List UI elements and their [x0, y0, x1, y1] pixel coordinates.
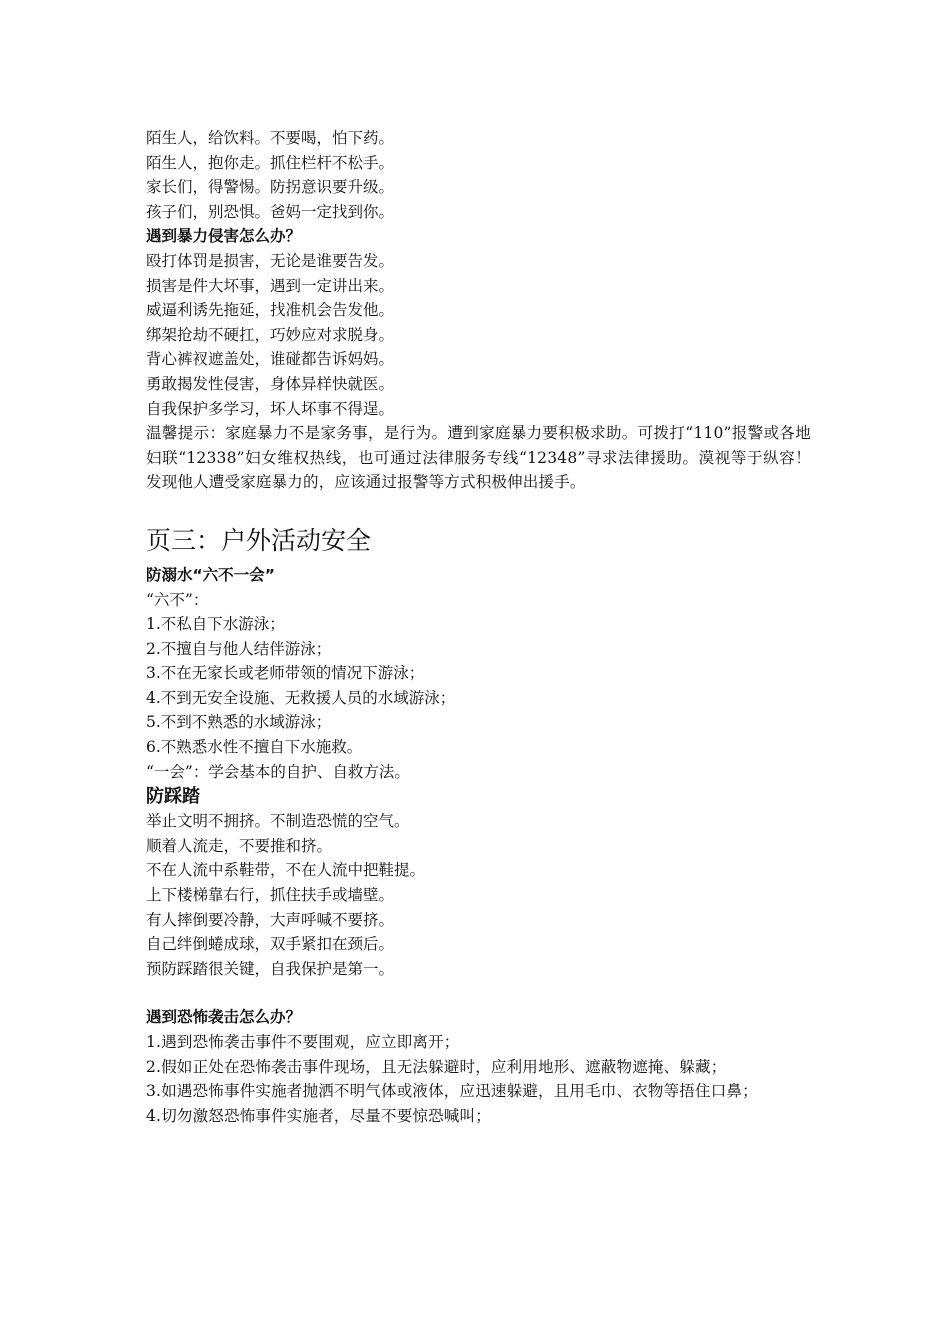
terror-item: 1.遇到恐怖袭击事件不要围观，应立即离开； — [146, 1033, 460, 1051]
violence-line: 背心裤衩遮盖处，谁碰都告诉妈妈。 — [146, 350, 395, 369]
terror-section — [146, 1005, 811, 1128]
document-page — [146, 126, 811, 1128]
terror-heading: 遇到恐怖袭击怎么办？ — [146, 1008, 302, 1027]
stampede-line: 预防踩踏很关键，自我保护是第一。 — [146, 959, 395, 978]
drowning-line: 5.不到不熟悉的水域游泳； — [146, 713, 332, 732]
violence-line: 殴打体罚是损害，无论是谁要告发。 — [146, 251, 395, 270]
stampede-line: 上下楼梯靠右行，抓住扶手或墙壁。 — [146, 886, 395, 905]
violence-line: 勇敢揭发性侵害，身体异样快就医。 — [146, 374, 395, 393]
drowning-section — [146, 563, 811, 784]
drowning-line: 6.不熟悉水性不擅自下水施救。 — [146, 738, 363, 757]
stampede-section — [146, 784, 811, 981]
drowning-line: “六不”： — [146, 590, 209, 609]
spacer — [146, 981, 811, 1005]
stampede-heading: 防踩踏 — [146, 786, 200, 808]
terror-item: 3.如遇恐怖事件实施者抛洒不明气体或液体，应迅速躲避，且用毛巾、衣物等捂住口鼻； — [146, 1082, 758, 1101]
terror-item: 2.假如正处在恐怖袭击事件现场，且无法躲避时，应利用地形、遮蔽物遮掩、躲藏； — [146, 1057, 727, 1076]
stampede-line: 顺着人流走，不要推和挤。 — [146, 836, 333, 855]
drowning-line: 1.不私自下水游泳； — [146, 615, 285, 634]
rhyme-line: 陌生人，给饮料。不要喝，怕下药。 — [146, 129, 395, 147]
violence-line: 威逼利诱先拖延，找准机会告发他。 — [146, 301, 395, 320]
violence-line: 损害是件大坏事，遇到一定讲出来。 — [146, 276, 395, 295]
violence-line: 自我保护多学习，坏人坏事不得逞。 — [146, 399, 395, 418]
rhyme-line: 陌生人，抱你走。抓住栏杆不松手。 — [146, 153, 395, 172]
drowning-line: 4.不到无安全设施、无救援人员的水域游泳； — [146, 688, 456, 707]
drowning-line: “一会”：学会基本的自护、自救方法。 — [146, 762, 410, 781]
stampede-line: 有人摔倒要冷静，大声呼喊不要挤。 — [146, 910, 395, 929]
drowning-heading: 防溺水“六不一会” — [146, 565, 275, 584]
stampede-line: 不在人流中系鞋带，不在人流中把鞋提。 — [146, 861, 426, 880]
drowning-line: 3.不在无家长或老师带领的情况下游泳； — [146, 664, 425, 683]
terror-item: 4.切勿激怒恐怖事件实施者，尽量不要惊恐喊叫； — [146, 1106, 491, 1125]
violence-line: 绑架抢劫不硬扛，巧妙应对求脱身。 — [146, 325, 395, 344]
rhyme-line: 孩子们，别恐惧。爸妈一定找到你。 — [146, 202, 395, 221]
stampede-line: 自己绊倒蜷成球，双手紧扣在颈后。 — [146, 935, 395, 954]
rhyme-line: 家长们，得警惕。防拐意识要升级。 — [146, 178, 395, 197]
section-title: 页三：户外活动安全 — [146, 525, 372, 555]
violence-tip: 温馨提示：家庭暴力不是家务事，是行为。遭到家庭暴力要积极求助。可拨打“110”报警或各地妇联“12338”妇女维权热线，也可通过法律服务专线“12348”寻求法律援助。漠视等于纵容！发现他人遭受家庭暴力的，应该通过报警等方式积极伸出援手。 — [146, 424, 811, 492]
stampede-line: 举止文明不拥挤。不制造恐慌的空气。 — [146, 812, 410, 831]
violence-section — [146, 224, 811, 495]
drowning-line: 2.不擅自与他人结伴游泳； — [146, 639, 332, 658]
stranger-rhymes — [146, 126, 811, 224]
violence-heading: 遇到暴力侵害怎么办？ — [146, 227, 302, 246]
